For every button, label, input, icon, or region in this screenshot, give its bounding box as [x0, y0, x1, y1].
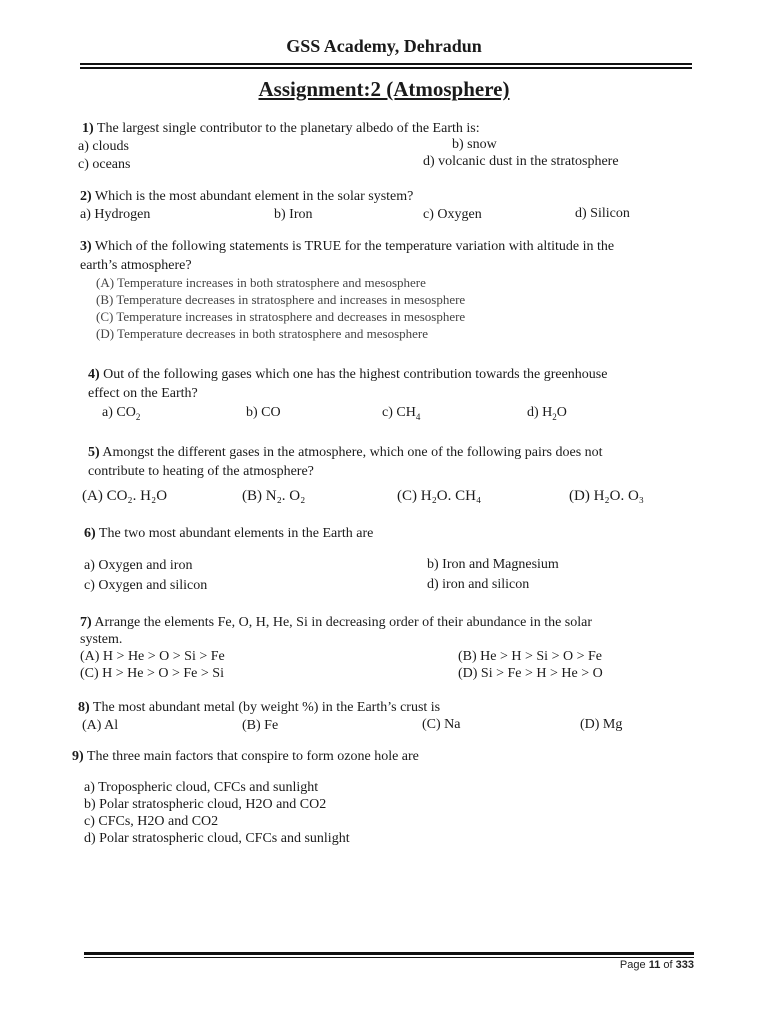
question-7: [80, 615, 592, 631]
question-8: [78, 700, 440, 716]
question-number: 4): [88, 367, 100, 382]
option-d: [527, 405, 567, 421]
option-d: d) Polar stratospheric cloud, CFCs and sunlight: [84, 831, 350, 846]
question-number: 5): [88, 445, 100, 460]
question-number: 8): [78, 700, 90, 715]
option-b: b) CO: [246, 405, 281, 420]
question-2: [80, 189, 413, 205]
option-c: c) CFCs, H2O and CO2: [84, 814, 219, 829]
question-number: 6): [84, 526, 96, 541]
option-b: b) snow: [452, 137, 497, 152]
institution-header: GSS Academy, Dehradun: [286, 36, 482, 56]
question-text: Out of the following gases which one has the highest contribution towards the greenhouse: [103, 367, 608, 382]
question-number: 2): [80, 189, 92, 204]
option-c: (C) H₂O. CH₄: [397, 488, 482, 504]
footer-divider: [84, 952, 694, 958]
question-1: [82, 121, 480, 137]
option-c: c) oceans: [78, 157, 131, 172]
option-b: (B) He > H > Si > O > Fe: [458, 649, 602, 664]
question-text: The two most abundant elements in the Earth are: [98, 526, 374, 541]
question-9: [72, 749, 419, 765]
option-d: d) volcanic dust in the stratosphere: [423, 154, 619, 169]
page-current: 11: [648, 959, 661, 971]
option-d-subscript: 2: [552, 411, 557, 422]
option-c: (C) Temperature increases in stratosphere and decreases in mesosphere: [96, 309, 466, 324]
option-a: (A) H > He > O > Si > Fe: [80, 649, 225, 664]
page-label: Page: [619, 959, 646, 971]
question-3-continued: earth’s atmosphere?: [80, 258, 192, 273]
option-b: b) Iron: [274, 207, 313, 222]
option-d: (D) Temperature decreases in both stratosphere and mesosphere: [96, 326, 429, 341]
option-a: a) Tropospheric cloud, CFCs and sunlight: [84, 780, 319, 795]
option-a: a) Oxygen and iron: [84, 558, 193, 573]
question-number: 1): [82, 121, 94, 136]
header-divider: [80, 63, 692, 69]
option-d: d) Silicon: [575, 206, 630, 221]
option-d: (D) H₂O. O₃: [569, 488, 645, 504]
option-a: a) clouds: [78, 139, 129, 154]
option-a: (A) Temperature increases in both stratosphere and mesosphere: [96, 275, 426, 290]
question-text: The three main factors that conspire to form ozone hole are: [86, 749, 419, 764]
question-3: [80, 239, 614, 255]
option-b: b) Iron and Magnesium: [427, 557, 559, 572]
question-text: Which is the most abundant element in the solar system?: [94, 189, 414, 204]
option-d: d) iron and silicon: [427, 577, 530, 592]
question-text: The largest single contributor to the planetary albedo of the Earth is:: [96, 121, 480, 136]
option-c: (C) Na: [422, 717, 461, 732]
question-6: [84, 526, 373, 542]
option-b: (B) Fe: [242, 718, 279, 733]
option-b: b) Polar stratospheric cloud, H2O and CO2: [84, 797, 327, 812]
page-total: 333: [675, 959, 694, 971]
question-text: The most abundant metal (by weight %) in the Earth’s crust is: [92, 700, 441, 715]
option-a: [102, 405, 140, 421]
assignment-title: Assignment:2 (Atmosphere): [258, 77, 510, 101]
option-c: [382, 405, 420, 421]
question-text: Arrange the elements Fe, O, H, He, Si in decreasing order of their abundance in the solar: [94, 615, 593, 630]
option-d: (D) Si > Fe > H > He > O: [458, 666, 603, 681]
question-number: 9): [72, 749, 84, 764]
option-a-subscript: 2: [135, 411, 141, 422]
question-number: 3): [80, 239, 92, 254]
question-4: [88, 367, 607, 383]
question-number: 7): [80, 615, 92, 630]
option-c: (C) H > He > O > Fe > Si: [80, 666, 224, 681]
option-d: (D) Mg: [580, 717, 623, 732]
question-text: Amongst the different gases in the atmosphere, which one of the following pairs does not: [102, 445, 603, 460]
question-7-continued: system.: [80, 632, 123, 647]
page-number: [620, 959, 694, 971]
option-c: c) Oxygen and silicon: [84, 578, 208, 593]
option-a: (A) Al: [82, 718, 119, 733]
option-a: (A) CO₂. H₂O: [82, 488, 168, 504]
option-d-suffix: O: [556, 405, 567, 420]
option-b: (B) N₂. O₂: [242, 488, 306, 504]
question-text: Which of the following statements is TRUE for the temperature variation with altitude in the: [94, 239, 615, 254]
option-c-subscript: 4: [415, 411, 421, 422]
option-b: (B) Temperature decreases in stratosphere and increases in mesosphere: [96, 292, 466, 307]
question-5-continued: contribute to heating of the atmosphere?: [88, 464, 314, 479]
option-c: c) Oxygen: [423, 207, 482, 222]
option-a-text: a) CO: [102, 405, 136, 420]
page-of-label: of: [663, 959, 673, 971]
question-4-continued: effect on the Earth?: [88, 386, 198, 401]
option-d-text: d) H: [527, 405, 553, 420]
option-c-text: c) CH: [382, 405, 416, 420]
option-a: a) Hydrogen: [80, 207, 151, 222]
question-5: [88, 445, 603, 461]
